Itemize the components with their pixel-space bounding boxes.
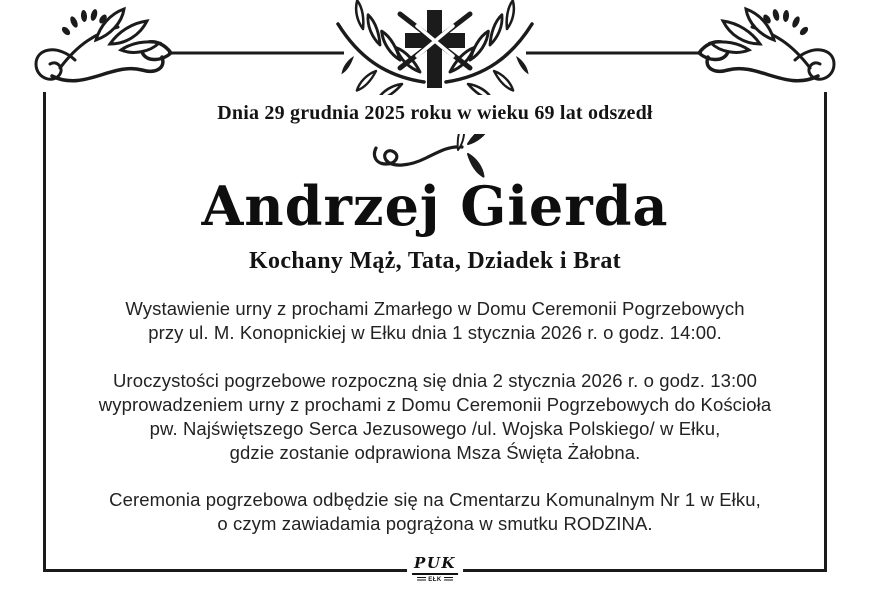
frame-border-right (824, 92, 827, 572)
deceased-subtitle: Kochany Mąż, Tata, Dziadek i Brat (249, 248, 621, 274)
deceased-name: Andrzej Gierda (201, 174, 669, 238)
puk-logo (407, 555, 463, 583)
puk-logo-subtext: EŁK (428, 576, 442, 583)
frame-border-bottom-left (43, 569, 412, 572)
cross-icon (400, 10, 470, 88)
body-line: gdzie zostanie odprawiona Msza Święta Żałobna. (229, 442, 641, 463)
body-line: o czym zawiadamia pogrążona w smutku RODZINA. (217, 513, 653, 534)
date-line: Dnia 29 grudnia 2025 roku w wieku 69 lat odszedł (217, 102, 653, 124)
frame-border-left (43, 92, 46, 572)
body-line: Wystawienie urny z prochami Zmarłego w Domu Ceremonii Pogrzebowych (125, 298, 745, 319)
paragraph-burial (64, 488, 806, 536)
corner-flourish-right-icon (699, 8, 834, 80)
corner-flourish-left-icon (36, 8, 171, 80)
frame-border-bottom-right (459, 569, 827, 572)
puk-logo-subrow (412, 577, 458, 583)
body-line: wyprowadzeniem urny z prochami z Domu Ceremonii Pogrzebowych do Kościoła (98, 394, 772, 415)
paragraph-funeral-ceremony (64, 369, 806, 465)
stripe-lines-icon (444, 577, 453, 582)
top-ornament (0, 0, 870, 95)
stripe-lines-icon (417, 577, 426, 582)
body-line: Uroczystości pogrzebowe rozpoczną się dnia 2 stycznia 2026 r. o godz. 13:00 (112, 370, 758, 391)
paragraph-urn-display (64, 297, 806, 345)
body-line: przy ul. M. Konopnickiej w Ełku dnia 1 stycznia 2026 r. o godz. 14:00. (148, 322, 722, 343)
body-line: Ceremonia pogrzebowa odbędzie się na Cmentarzu Komunalnym Nr 1 w Ełku, (109, 489, 761, 510)
body-line: pw. Najświętszego Serca Jezusowego /ul. Wojska Polskiego/ w Ełku, (149, 418, 721, 439)
puk-logo-text: PUK (412, 555, 458, 575)
